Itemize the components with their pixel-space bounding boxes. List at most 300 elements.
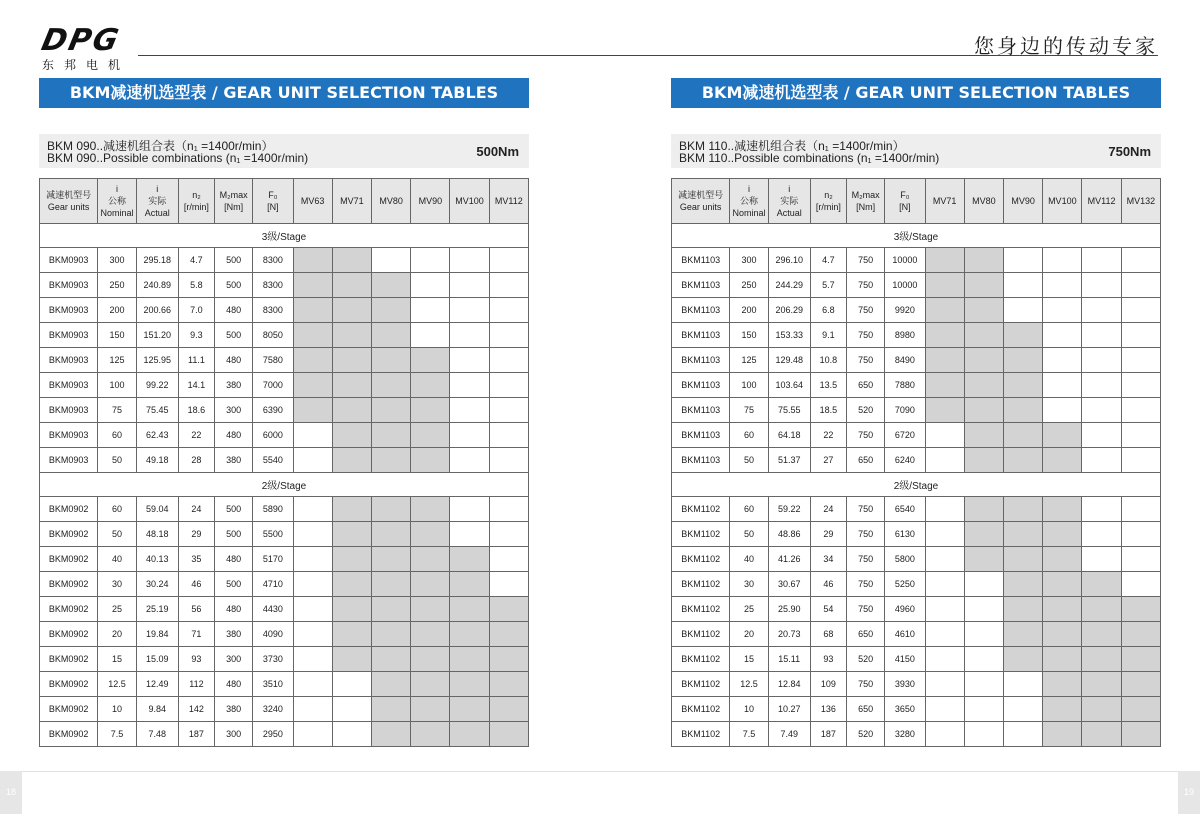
cell-motor-empty [489, 522, 528, 547]
cell-motor-available [1043, 547, 1082, 572]
cell-i-actual: 48.18 [136, 522, 178, 547]
cell-i-nominal: 30 [98, 572, 136, 597]
cell-motor-empty [450, 323, 489, 348]
cell-fr: 10000 [885, 248, 925, 273]
col-header-motor: MV80 [371, 179, 410, 224]
cell-motor-empty [1121, 448, 1160, 473]
subtitle-chinese: BKM 110..减速机组合表（n₁ =1400r/min） [679, 139, 905, 153]
cell-i-actual: 12.84 [768, 672, 810, 697]
col-header-i-actual [136, 179, 178, 224]
table-row [40, 398, 529, 423]
cell-n2: 10.8 [810, 348, 846, 373]
cell-m2max: 500 [215, 497, 253, 522]
cell-fr: 5500 [253, 522, 293, 547]
footer-rule [0, 771, 1200, 772]
header-line: 减速机型号 [46, 190, 92, 200]
cell-i-actual: 41.26 [768, 547, 810, 572]
cell-motor-available [411, 348, 450, 373]
cell-gear-unit: BKM0902 [40, 672, 98, 697]
table-row [40, 348, 529, 373]
header-line: Gear units [47, 202, 90, 212]
cell-motor-empty [1121, 298, 1160, 323]
cell-i-nominal: 60 [730, 497, 768, 522]
cell-motor-empty [332, 722, 371, 747]
cell-gear-unit: BKM0902 [40, 572, 98, 597]
cell-n2: 35 [178, 547, 214, 572]
section-banner: BKM减速机选型表 / GEAR UNIT SELECTION TABLES [39, 78, 529, 108]
cell-n2: 34 [810, 547, 846, 572]
cell-motor-empty [1043, 323, 1082, 348]
cell-motor-available [371, 572, 410, 597]
cell-gear-unit: BKM1103 [672, 248, 730, 273]
cell-fr: 4150 [885, 647, 925, 672]
cell-motor-empty [450, 248, 489, 273]
cell-motor-empty [1082, 423, 1121, 448]
cell-motor-empty [1003, 697, 1042, 722]
cell-motor-empty [293, 622, 332, 647]
cell-motor-empty [925, 647, 964, 672]
cell-motor-available [1043, 672, 1082, 697]
cell-i-nominal: 75 [98, 398, 136, 423]
table-row [40, 622, 529, 647]
cell-motor-available [450, 722, 489, 747]
cell-n2: 4.7 [178, 248, 214, 273]
cell-motor-empty [1043, 398, 1082, 423]
table-row [40, 647, 529, 672]
cell-motor-available [1003, 522, 1042, 547]
cell-n2: 29 [810, 522, 846, 547]
cell-motor-available [332, 298, 371, 323]
cell-motor-empty [293, 547, 332, 572]
cell-fr: 8980 [885, 323, 925, 348]
cell-i-actual: 25.90 [768, 597, 810, 622]
cell-motor-available [411, 398, 450, 423]
cell-fr: 6240 [885, 448, 925, 473]
cell-motor-empty [489, 298, 528, 323]
cell-motor-empty [925, 572, 964, 597]
cell-motor-empty [293, 423, 332, 448]
cell-i-nominal: 125 [98, 348, 136, 373]
cell-i-actual: 151.20 [136, 323, 178, 348]
cell-n2: 112 [178, 672, 214, 697]
cell-motor-available [1082, 722, 1121, 747]
cell-motor-available [293, 298, 332, 323]
header-line: i [788, 184, 791, 194]
cell-i-nominal: 60 [730, 423, 768, 448]
cell-fr: 3650 [885, 697, 925, 722]
cell-motor-available [411, 448, 450, 473]
col-header-motor: MV112 [1082, 179, 1121, 224]
table-row [40, 497, 529, 522]
cell-i-actual: 30.24 [136, 572, 178, 597]
cell-m2max: 380 [215, 697, 253, 722]
cell-motor-empty [293, 597, 332, 622]
cell-m2max: 520 [847, 647, 885, 672]
cell-m2max: 750 [847, 248, 885, 273]
cell-gear-unit: BKM1102 [672, 572, 730, 597]
cell-n2: 9.1 [810, 323, 846, 348]
cell-fr: 8050 [253, 323, 293, 348]
cell-motor-available [964, 248, 1003, 273]
cell-gear-unit: BKM1103 [672, 273, 730, 298]
cell-i-nominal: 15 [98, 647, 136, 672]
cell-motor-empty [1043, 348, 1082, 373]
cell-motor-available [964, 373, 1003, 398]
cell-n2: 9.3 [178, 323, 214, 348]
cell-motor-empty [293, 572, 332, 597]
cell-gear-unit: BKM0902 [40, 647, 98, 672]
cell-motor-empty [450, 522, 489, 547]
cell-i-actual: 296.10 [768, 248, 810, 273]
cell-m2max: 750 [847, 273, 885, 298]
cell-m2max: 380 [215, 448, 253, 473]
cell-m2max: 300 [215, 722, 253, 747]
cell-i-nominal: 50 [730, 522, 768, 547]
cell-gear-unit: BKM0903 [40, 448, 98, 473]
cell-i-nominal: 40 [730, 547, 768, 572]
cell-m2max: 750 [847, 672, 885, 697]
cell-motor-available [371, 273, 410, 298]
table-subtitle [39, 134, 529, 168]
cell-motor-empty [1121, 348, 1160, 373]
cell-motor-empty [1121, 373, 1160, 398]
cell-i-actual: 62.43 [136, 423, 178, 448]
cell-motor-empty [371, 248, 410, 273]
cell-fr: 4710 [253, 572, 293, 597]
header-line: [N] [267, 202, 279, 212]
cell-fr: 6390 [253, 398, 293, 423]
cell-motor-available [450, 572, 489, 597]
header-line: [Nm] [224, 202, 244, 212]
cell-motor-available [450, 622, 489, 647]
cell-i-nominal: 200 [98, 298, 136, 323]
cell-motor-available [371, 398, 410, 423]
cell-fr: 4090 [253, 622, 293, 647]
page-number-right: 19 [1178, 771, 1200, 814]
cell-motor-available [411, 672, 450, 697]
cell-i-nominal: 150 [730, 323, 768, 348]
cell-motor-available [371, 697, 410, 722]
cell-motor-empty [1121, 547, 1160, 572]
cell-motor-empty [1121, 323, 1160, 348]
cell-motor-empty [964, 597, 1003, 622]
cell-motor-empty [1082, 398, 1121, 423]
cell-m2max: 480 [215, 423, 253, 448]
cell-motor-available [411, 622, 450, 647]
cell-motor-available [1043, 647, 1082, 672]
cell-i-actual: 10.27 [768, 697, 810, 722]
cell-motor-available [332, 522, 371, 547]
cell-motor-empty [1121, 423, 1160, 448]
logo-chinese-name: 东邦电机 [42, 58, 131, 72]
header-line: M₂max [851, 190, 880, 200]
cell-motor-available [925, 323, 964, 348]
cell-fr: 8300 [253, 273, 293, 298]
cell-motor-empty [925, 722, 964, 747]
cell-fr: 10000 [885, 273, 925, 298]
header-line: 实际 [148, 196, 167, 206]
header-line: n₂ [192, 190, 201, 200]
cell-m2max: 750 [847, 423, 885, 448]
table-row [672, 722, 1161, 747]
selection-table [39, 178, 529, 747]
cell-motor-empty [925, 423, 964, 448]
table-row [672, 373, 1161, 398]
col-header-motor: MV71 [332, 179, 371, 224]
cell-motor-empty [411, 248, 450, 273]
cell-motor-available [1043, 497, 1082, 522]
cell-m2max: 500 [215, 248, 253, 273]
cell-motor-empty [964, 697, 1003, 722]
table-subtitle [671, 134, 1161, 168]
cell-n2: 13.5 [810, 373, 846, 398]
cell-m2max: 480 [215, 597, 253, 622]
cell-motor-empty [450, 373, 489, 398]
table-row [672, 448, 1161, 473]
cell-motor-available [964, 398, 1003, 423]
header-line: [r/min] [815, 202, 841, 212]
cell-gear-unit: BKM0903 [40, 248, 98, 273]
cell-i-actual: 75.45 [136, 398, 178, 423]
cell-motor-empty [1082, 323, 1121, 348]
cell-fr: 5890 [253, 497, 293, 522]
table-row [672, 597, 1161, 622]
cell-i-actual: 103.64 [768, 373, 810, 398]
header-line: Actual [776, 208, 802, 218]
cell-gear-unit: BKM1102 [672, 597, 730, 622]
col-header-i-nominal [730, 179, 768, 224]
cell-motor-empty [1003, 298, 1042, 323]
cell-m2max: 500 [215, 323, 253, 348]
table-row [40, 697, 529, 722]
cell-motor-available [1121, 697, 1160, 722]
cell-m2max: 650 [847, 448, 885, 473]
cell-n2: 187 [810, 722, 846, 747]
cell-motor-available [964, 547, 1003, 572]
cell-i-actual: 15.09 [136, 647, 178, 672]
cell-motor-available [1003, 647, 1042, 672]
cell-m2max: 750 [847, 547, 885, 572]
cell-i-nominal: 100 [730, 373, 768, 398]
cell-motor-available [1003, 323, 1042, 348]
cell-motor-available [371, 298, 410, 323]
cell-fr: 9920 [885, 298, 925, 323]
cell-motor-empty [293, 722, 332, 747]
table-row [40, 298, 529, 323]
cell-m2max: 750 [847, 323, 885, 348]
cell-gear-unit: BKM0902 [40, 697, 98, 722]
cell-motor-available [1003, 398, 1042, 423]
logo-mark: DPG [38, 23, 124, 58]
cell-motor-empty [1082, 298, 1121, 323]
col-header-m2max [847, 179, 885, 224]
cell-motor-available [371, 348, 410, 373]
col-header-m2max [215, 179, 253, 224]
cell-i-nominal: 300 [98, 248, 136, 273]
cell-motor-available [1003, 373, 1042, 398]
cell-motor-empty [332, 697, 371, 722]
cell-motor-available [411, 373, 450, 398]
cell-i-actual: 49.18 [136, 448, 178, 473]
col-header-n2 [810, 179, 846, 224]
cell-motor-empty [450, 273, 489, 298]
table-row [40, 547, 529, 572]
cell-i-actual: 51.37 [768, 448, 810, 473]
cell-motor-available [1121, 672, 1160, 697]
cell-i-nominal: 50 [730, 448, 768, 473]
cell-motor-available [371, 647, 410, 672]
cell-motor-empty [332, 672, 371, 697]
cell-motor-empty [489, 547, 528, 572]
cell-gear-unit: BKM1103 [672, 373, 730, 398]
cell-m2max: 650 [847, 373, 885, 398]
col-header-fr [885, 179, 925, 224]
cell-motor-empty [293, 647, 332, 672]
header-line: 实际 [780, 196, 799, 206]
cell-gear-unit: BKM1103 [672, 448, 730, 473]
table-row [672, 572, 1161, 597]
cell-i-nominal: 10 [730, 697, 768, 722]
table-row [672, 647, 1161, 672]
header-row [672, 179, 1161, 224]
cell-motor-available [293, 323, 332, 348]
cell-gear-unit: BKM1102 [672, 697, 730, 722]
cell-motor-empty [293, 448, 332, 473]
table-row [40, 323, 529, 348]
cell-fr: 6540 [885, 497, 925, 522]
cell-n2: 71 [178, 622, 214, 647]
cell-motor-empty [293, 672, 332, 697]
header-line: Gear units [679, 202, 722, 212]
cell-motor-empty [1121, 572, 1160, 597]
header-line: [r/min] [183, 202, 209, 212]
cell-gear-unit: BKM0903 [40, 373, 98, 398]
cell-gear-unit: BKM1103 [672, 398, 730, 423]
cell-i-actual: 129.48 [768, 348, 810, 373]
table-row [40, 522, 529, 547]
cell-n2: 136 [810, 697, 846, 722]
cell-motor-available [332, 273, 371, 298]
cell-i-nominal: 200 [730, 298, 768, 323]
subtitle-chinese: BKM 090..减速机组合表（n₁ =1400r/min） [47, 139, 274, 153]
cell-m2max: 750 [847, 522, 885, 547]
cell-motor-available [489, 697, 528, 722]
cell-i-actual: 200.66 [136, 298, 178, 323]
cell-motor-available [371, 423, 410, 448]
cell-i-actual: 206.29 [768, 298, 810, 323]
cell-i-nominal: 50 [98, 448, 136, 473]
cell-motor-empty [489, 497, 528, 522]
cell-i-actual: 12.49 [136, 672, 178, 697]
cell-motor-available [1043, 423, 1082, 448]
cell-motor-empty [489, 248, 528, 273]
cell-fr: 5540 [253, 448, 293, 473]
cell-motor-available [925, 248, 964, 273]
cell-motor-empty [964, 647, 1003, 672]
col-header-motor: MV80 [964, 179, 1003, 224]
header-line: 公称 [107, 196, 126, 206]
cell-motor-empty [925, 522, 964, 547]
table-row [672, 423, 1161, 448]
cell-i-nominal: 40 [98, 547, 136, 572]
cell-motor-empty [1003, 248, 1042, 273]
table-row [672, 672, 1161, 697]
cell-m2max: 480 [215, 547, 253, 572]
cell-motor-available [411, 522, 450, 547]
cell-motor-available [293, 248, 332, 273]
table-row [672, 622, 1161, 647]
cell-fr: 4430 [253, 597, 293, 622]
cell-motor-available [371, 323, 410, 348]
cell-n2: 5.7 [810, 273, 846, 298]
cell-motor-empty [1003, 273, 1042, 298]
cell-i-actual: 295.18 [136, 248, 178, 273]
table-row [40, 572, 529, 597]
cell-fr: 7090 [885, 398, 925, 423]
cell-motor-available [925, 273, 964, 298]
cell-motor-available [371, 522, 410, 547]
cell-motor-empty [489, 572, 528, 597]
cell-motor-empty [489, 398, 528, 423]
cell-motor-available [332, 547, 371, 572]
cell-i-nominal: 12.5 [98, 672, 136, 697]
header-line: Actual [144, 208, 170, 218]
cell-fr: 3510 [253, 672, 293, 697]
cell-i-actual: 15.11 [768, 647, 810, 672]
cell-motor-available [925, 398, 964, 423]
cell-i-actual: 19.84 [136, 622, 178, 647]
cell-motor-empty [1082, 348, 1121, 373]
cell-motor-available [489, 672, 528, 697]
cell-motor-empty [411, 323, 450, 348]
cell-gear-unit: BKM1102 [672, 522, 730, 547]
cell-i-actual: 59.22 [768, 497, 810, 522]
cell-motor-empty [1082, 547, 1121, 572]
cell-n2: 7.0 [178, 298, 214, 323]
cell-motor-available [1082, 647, 1121, 672]
stage-label: 3级/Stage [40, 224, 529, 248]
header-line: Nominal [100, 208, 134, 218]
cell-motor-available [332, 448, 371, 473]
cell-motor-available [450, 697, 489, 722]
cell-fr: 6130 [885, 522, 925, 547]
cell-motor-empty [925, 597, 964, 622]
cell-motor-available [293, 273, 332, 298]
cell-motor-available [1121, 722, 1160, 747]
cell-motor-available [332, 423, 371, 448]
cell-i-actual: 20.73 [768, 622, 810, 647]
header-line: i [747, 184, 750, 194]
cell-i-nominal: 30 [730, 572, 768, 597]
cell-n2: 18.5 [810, 398, 846, 423]
page-number-left: 18 [0, 771, 22, 814]
table-row [672, 398, 1161, 423]
cell-n2: 14.1 [178, 373, 214, 398]
cell-motor-empty [925, 672, 964, 697]
cell-motor-available [332, 497, 371, 522]
cell-gear-unit: BKM0902 [40, 522, 98, 547]
cell-gear-unit: BKM1102 [672, 497, 730, 522]
stage-row [40, 473, 529, 497]
cell-fr: 7580 [253, 348, 293, 373]
stage-row [672, 224, 1161, 248]
cell-motor-empty [925, 497, 964, 522]
cell-motor-available [1121, 622, 1160, 647]
cell-motor-available [1003, 547, 1042, 572]
cell-motor-available [489, 722, 528, 747]
section-banner: BKM减速机选型表 / GEAR UNIT SELECTION TABLES [671, 78, 1161, 108]
cell-n2: 18.6 [178, 398, 214, 423]
